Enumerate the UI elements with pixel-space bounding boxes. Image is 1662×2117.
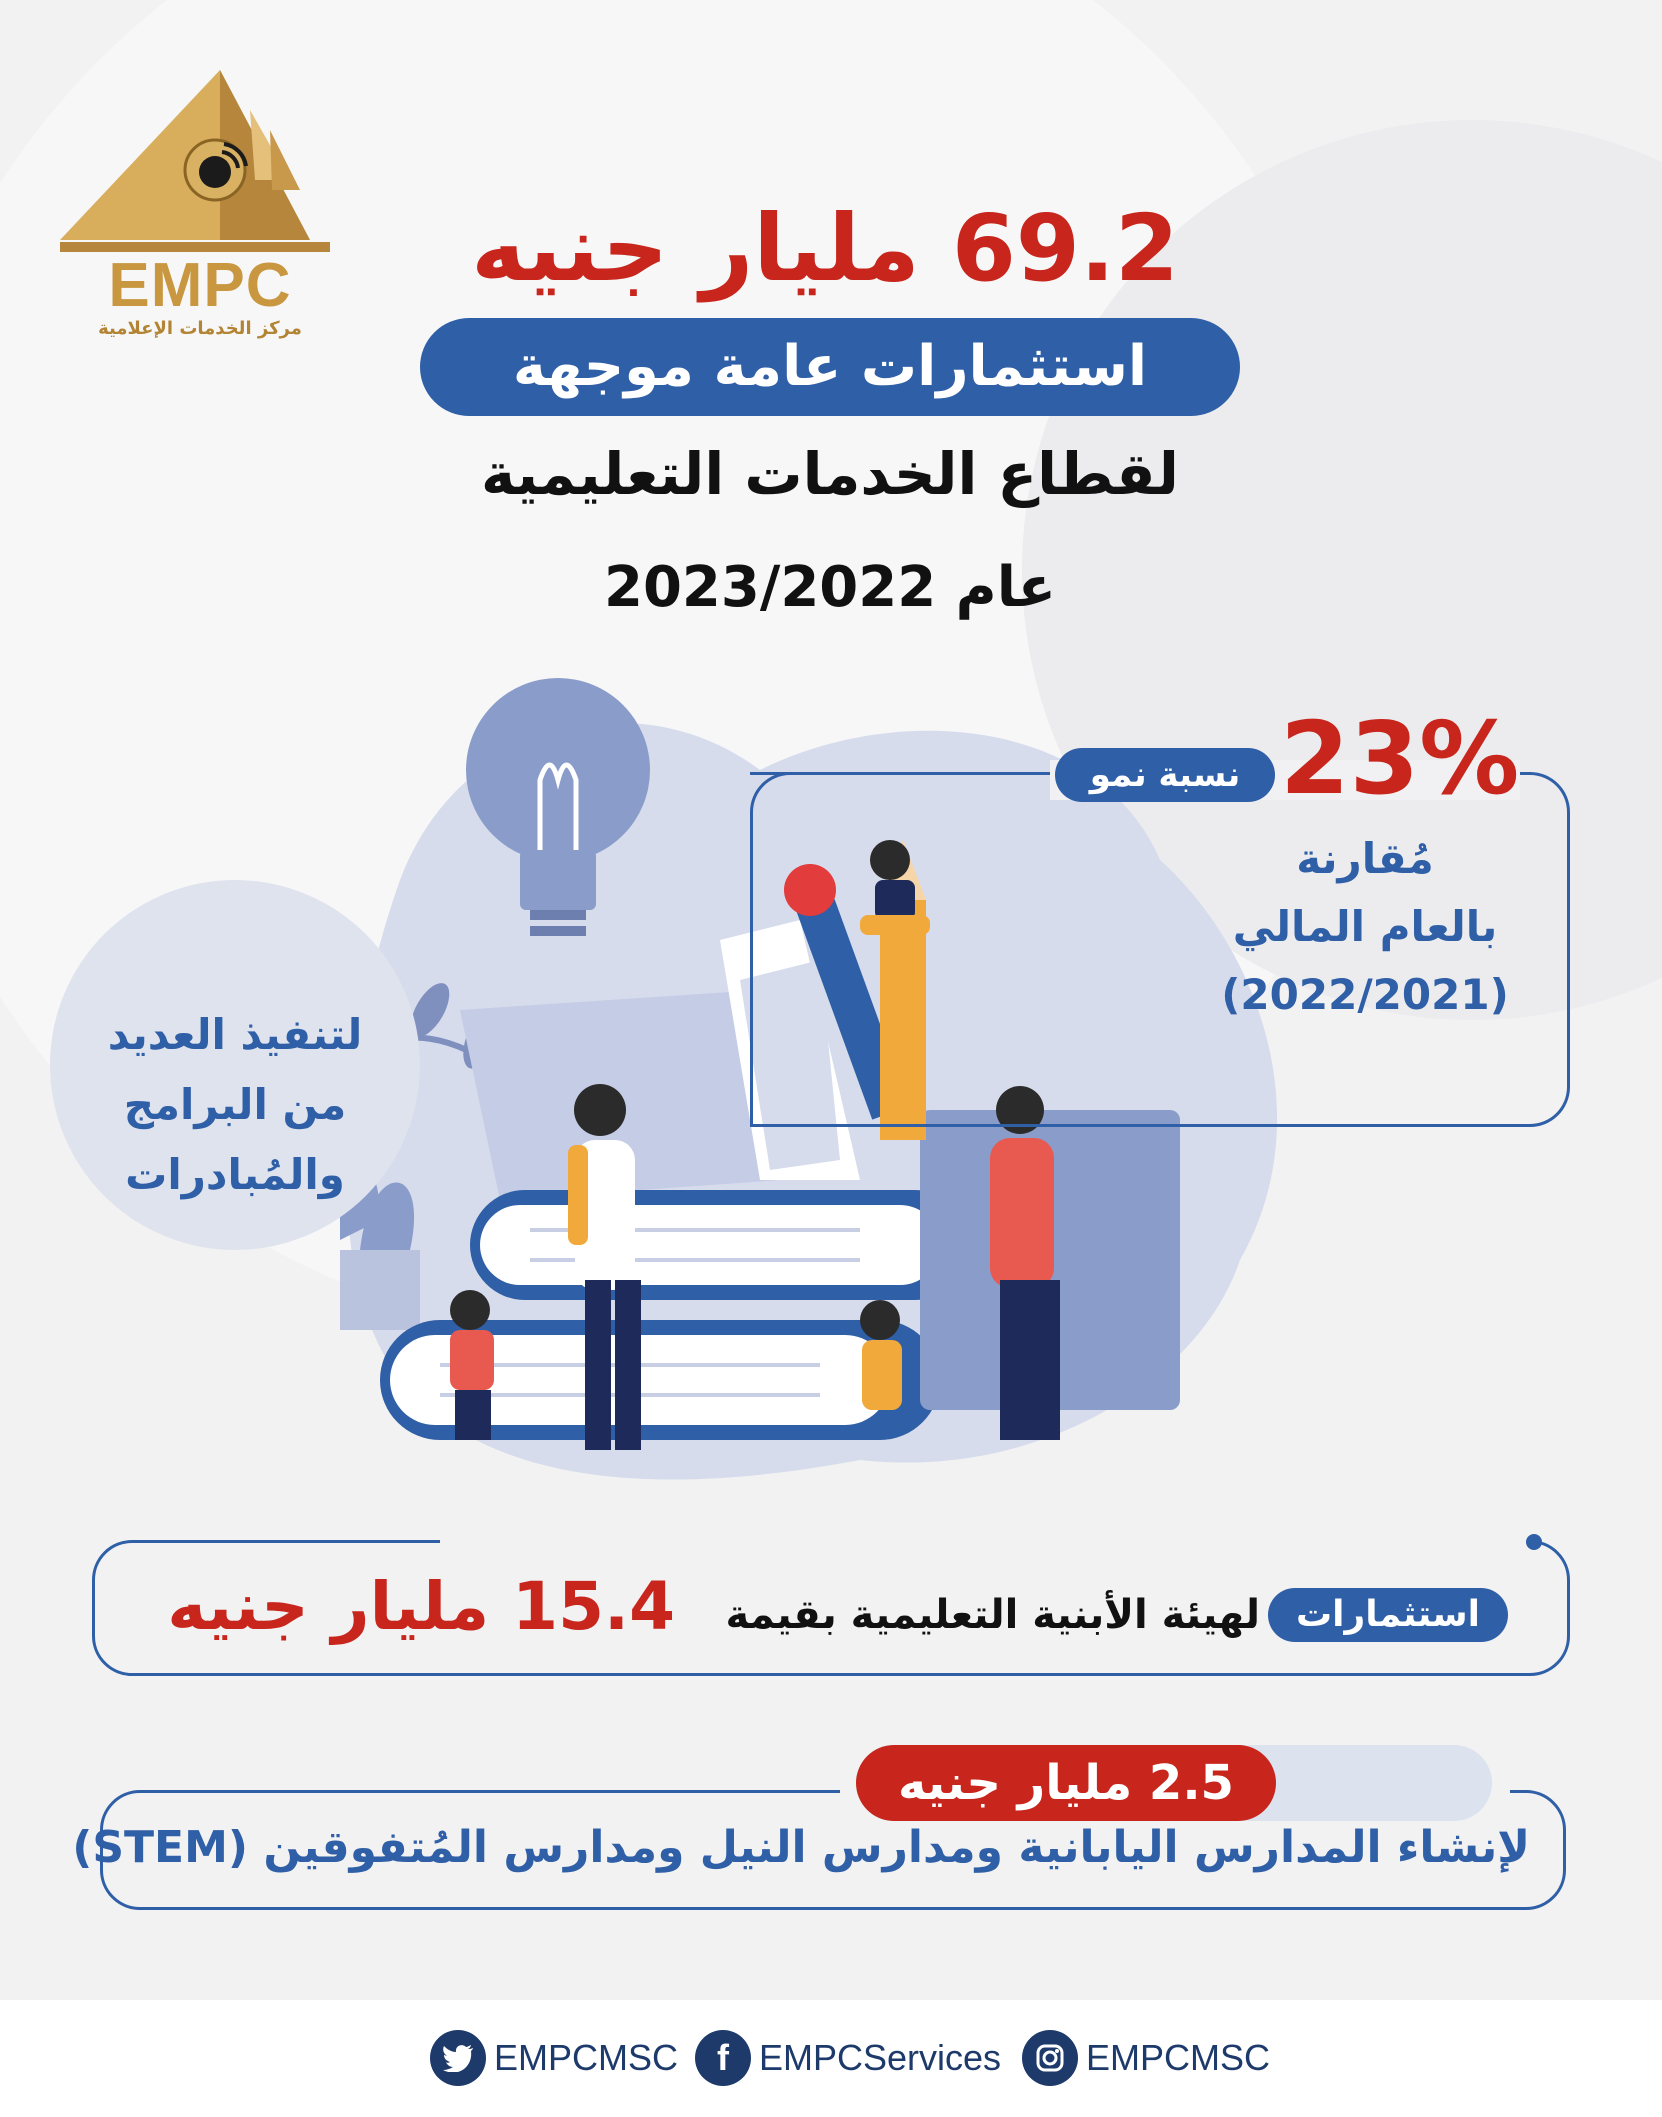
twitter-link[interactable] xyxy=(430,2028,678,2088)
programs-line-1: لتنفيذ العديد xyxy=(107,1010,363,1059)
stem-amount-pill: 2.5 مليار جنيه xyxy=(856,1745,1276,1821)
growth-line-2: بالعام المالي xyxy=(1232,902,1498,951)
investment-frame-gap xyxy=(440,1530,1530,1550)
programs-line-3: والمُبادرات xyxy=(125,1150,345,1199)
investment-pill: استثمارات xyxy=(1268,1588,1508,1642)
growth-comparison-text xyxy=(1180,825,1550,1029)
logo-wordmark: EMPC xyxy=(108,251,292,320)
logo-subtitle: مركز الخدمات الإعلامية xyxy=(98,318,302,339)
sector-title: لقطاع الخدمات التعليمية xyxy=(481,440,1179,508)
headline-amount: 69.2 مليار جنيه xyxy=(471,195,1179,302)
investment-dot xyxy=(1526,1534,1542,1550)
programs-text xyxy=(70,1000,400,1210)
growth-label-pill: نسبة نمو xyxy=(1055,748,1275,802)
investment-text: لهيئة الأبنية التعليمية بقيمة xyxy=(725,1592,1260,1638)
instagram-icon xyxy=(1022,2030,1078,2086)
stem-text: لإنشاء المدارس اليابانية ومدارس النيل ومدارس المُتفوقين (STEM) xyxy=(72,1822,1530,1873)
investment-amount: 15.4 مليار جنيه xyxy=(167,1568,675,1645)
programs-line-2: من البرامج xyxy=(123,1080,347,1129)
headline-pill: استثمارات عامة موجهة xyxy=(420,318,1240,416)
instagram-link[interactable] xyxy=(1022,2028,1270,2088)
instagram-handle: EMPCMSC xyxy=(1086,2037,1271,2078)
fiscal-year: عام 2023/2022 xyxy=(604,555,1056,620)
growth-box-frame-left xyxy=(750,772,810,1127)
twitter-handle: EMPCMSC xyxy=(494,2037,679,2078)
growth-percent: 23% xyxy=(1280,700,1520,817)
facebook-link[interactable] xyxy=(695,2028,1001,2088)
twitter-icon xyxy=(430,2030,486,2086)
facebook-icon: f xyxy=(695,2030,751,2086)
facebook-handle: EMPCServices xyxy=(759,2037,1002,2078)
growth-line-1: مُقارنة xyxy=(1296,834,1434,883)
growth-line-3: (2022/2021) xyxy=(1221,970,1509,1019)
